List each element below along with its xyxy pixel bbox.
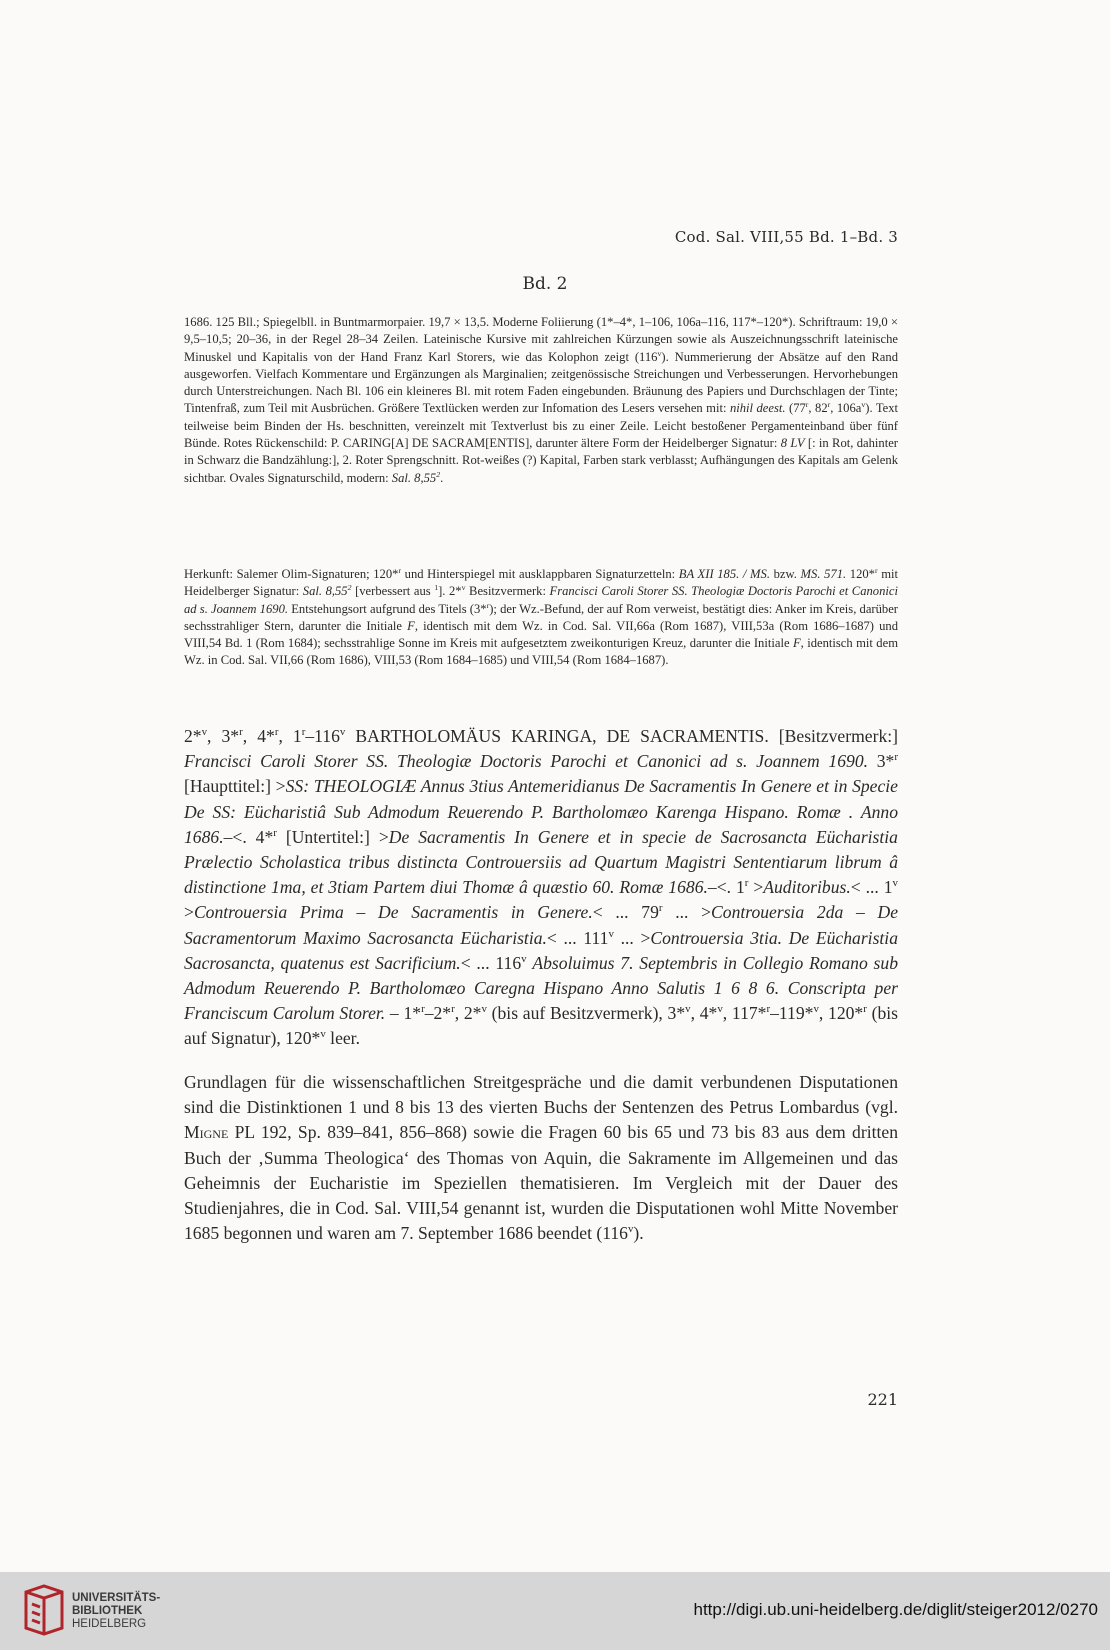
provenance: Herkunft: Salemer Olim-Signaturen; 120*$^r$ und Hinterspiegel mit ausklappbaren Signaturzetteln: BA XII 185. / MS. bzw. MS. 571. 120*$^r$ mit Heidelberger Signatur: Sal. 8,55$^2$ [verbessert aus $^1$]. 2*$^v$ Besitzvermerk: Francisci Caroli Storer SS. Theologiæ Doctoris Parochi et Canonici ad s. Joannem 1690. Entstehungsort aufgrund des Titels (3*$^r$); der Wz.-Befund, der auf Rom verweist, bestätigt dies: Anker im Kreis, darüber sechsstrahliger Stern, darunter die Initiale F, identisch mit dem Wz. in Cod. Sal. VII,66a (Rom 1687), VIII,53a (Rom 1686–1687) und VIII,54 Bd. 1 (Rom 1684); sechsstrahlige Sonne im Kreis mit aufgesetztem zweikonturigen Kreuz, darunter die Initiale F, identisch mit dem Wz. in Cod. Sal. VII,66 (Rom 1686), VIII,53 (Rom 1684–1685) und VIII,54 (Rom 1684–1687). (184, 565, 898, 668)
viewer-footer (0, 1572, 1110, 1650)
page-number: 221 (867, 1390, 898, 1409)
section-title: Bd. 2 (522, 274, 568, 294)
commentary: Grundlagen für die wissenschaftlichen Streitgespräche und die damit verbundenen Disputationen sind die Distinktionen 1 und 8 bis 13 des vierten Buchs der Sentenzen des Petrus Lombardus (vgl. Migne PL 192, Sp. 839–841, 856–868) sowie die Fragen 60 bis 65 und 73 bis 83 aus dem dritten Buch der ‚Summa Theologica‘ des Thomas von Aquin, die Sakramente im Allgemeinen und das Geheimnis der Eucharistie im Speziellen thematisieren. Im Vergleich mit der Dauer des Studienjahres, die in Cod. Sal. VIII,54 genannt ist, wurden die Disputationen wohl Mitte November 1685 begonnen und waren am 7. September 1686 beendet (116$^v$). (184, 1072, 898, 1244)
content-entry: 2*$^v$, 3*$^r$, 4*$^r$, 1$^r$–116$^v$ BARTHOLOMÄUS KARINGA, DE SACRAMENTIS. [Besitzvermerk:] Francisci Caroli Storer SS. Theologiæ Doctoris Parochi et Canonici ad s. Joannem 1690. 3*$^r$ [Haupttitel:] >SS: THEOLOGIÆ Annus 3tius Antemeridianus De Sacramentis In Genere et in Specie De SS: Eücharistiâ Sub Admodum Reuerendo P. Bartholomæo Karenga Hispano. Romæ . Anno 1686.–<. 4*$^r$ [Untertitel:] >De Sacramentis In Genere et in specie de Sacrosancta Eücharistia Prælectio Scholastica tribus distincta Controuersiis ad Quartum Magistri Sententiarum librum â distinctione 1ma, et 3tiam Partem diui Thomæ â quæstio 60. Romæ 1686.–<. $1^r$ >Auditoribus.< ... $1^v$ >Controuersia Prima – De Sacramentis in Genere.< ... 79$^r$ ... >Controuersia 2da – De Sacramentorum Maximo Sacrosancta Eücharistia.< ... 111$^v$ ... >Controuersia 3tia. De Eücharistia Sacrosancta, quatenus est Sacrificium.< ... 116$^v$ Absoluimus 7. Septembris in Collegio Romano sub Admodum Reuerendo P. Bartholomæo Caregna Hispano Anno Salutis 1 6 8 6. Conscripta per Franciscum Carolum Storer. – 1*$^r$–2*$^r$, 2*$^v$ (bis auf Besitzvermerk), 3*$^v$, 4*$^v$, 117*$^r$–119*$^v$, 120*$^r$ (bis auf Signatur), 120*$^v$ leer. (184, 726, 899, 1049)
library-logo-icon (22, 1582, 66, 1638)
running-head: Cod. Sal. VIII,55 Bd. 1–Bd. 3 (674, 228, 898, 246)
library-name: UNIVERSITÄTS- BIBLIOTHEK HEIDELBERG (72, 1592, 161, 1630)
page-url-link[interactable]: http://digi.ub.uni-heidelberg.de/diglit/steiger2012/0270 (693, 1600, 1098, 1619)
codicological-description: 1686. 125 Bll.; Spiegelbll. in Buntmarmorpaier. 19,7 × 13,5. Moderne Foliierung (1*–4*, 1–106, 106a–116, 117*–120*). Schriftraum: 19,0 × 9,5–10,5; 20–36, in der Regel 28–34 Zeilen. Lateinische Kursive mit zahlreichen Kürzungen sowie als Auszeichnungsschrift lateinische Minuskel und Kapitalis von der Hand Franz Karl Storers, wie das Kolophon zeigt (116$^v$). Nummerierung der Absätze auf den Rand ausgeworfen. Vielfach Kommentare und Ergänzungen als Marginalien; zeitgenössische Streichungen und Verbesserungen. Hervorhebungen durch Unterstreichungen. Nach Bl. 106 ein kleineres Bl. mit rotem Faden eingebunden. Bräunung des Papiers und Durchschlagen der Tinte; Tintenfraß, zum Teil mit Ausbrüchen. Größere Textlücken werden zur Infomation des Lesers versehen mit: nihil deest. (77$^r$, 82$^r$, $106a^v$). Text teilweise beim Binden der Hs. beschnitten, vereinzelt mit Textverlust bis zu einer Zeile. Leicht bestoßener Pergamenteinband über fünf Bünde. Rotes Rückenschild: P. CARING[A] DE SACRAM[ENTIS], darunter ältere Form der Heidelberger Signatur: 8 LV [: in Rot, dahinter in Schwarz die Bandzählung:], 2. Roter Sprengschnitt. Rot-weißes (?) Kapital, Farben stark verblasst; Aufhängungen des Kapitals am Gelenk sichtbar. Ovales Signaturschild, modern: Sal. 8,55$^2$. (184, 315, 899, 485)
